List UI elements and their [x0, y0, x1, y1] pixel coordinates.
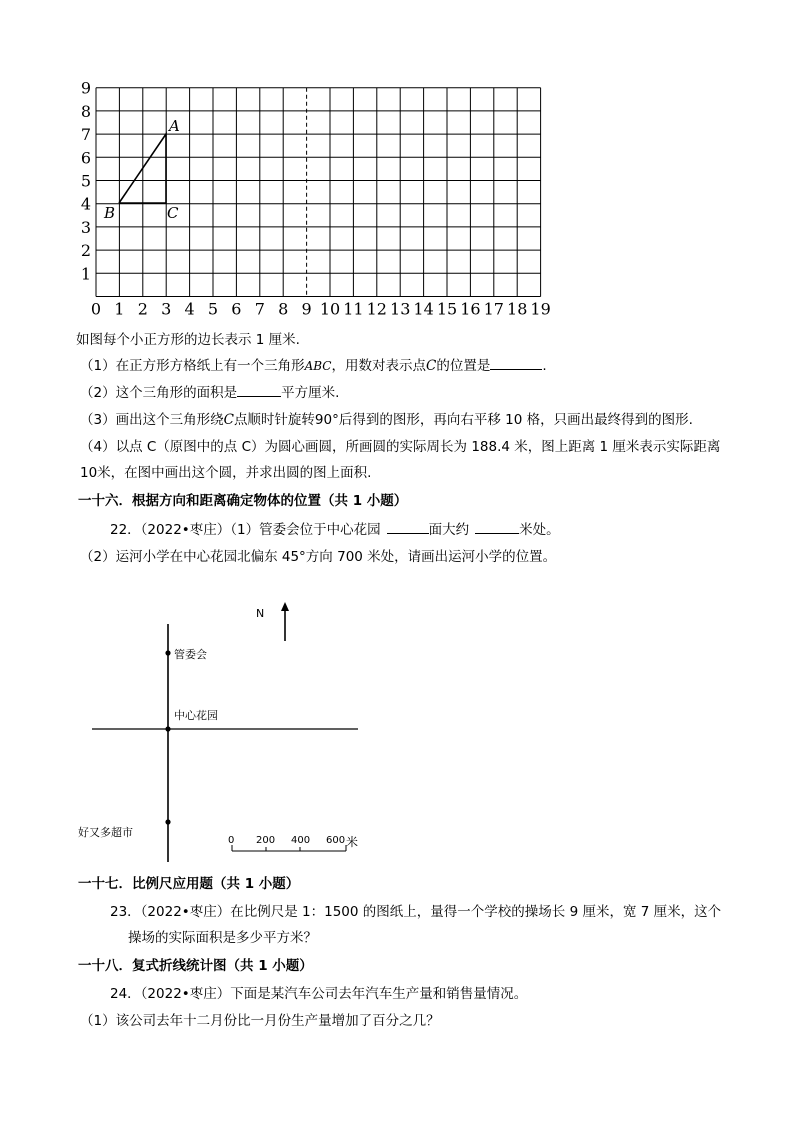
point-a-label: A	[169, 117, 180, 135]
center-garden-label: 中心花园	[174, 709, 218, 722]
market-label: 好又多超市	[78, 826, 133, 839]
scale-label-600: 600	[326, 835, 346, 846]
section-17-heading: 一十七．比例尺应用题（共 1 小题）	[78, 876, 300, 892]
x-axis-label: 19	[530, 299, 551, 319]
x-axis-label: 12	[366, 299, 387, 319]
y-axis-label: 6	[80, 148, 91, 168]
section-18-heading: 一十八．复式折线统计图（共 1 小题）	[78, 958, 313, 974]
y-axis-label: 2	[80, 241, 91, 261]
q24-line2: （1）该公司去年十二月份比一月份生产量增加了百分之几？	[80, 1013, 440, 1029]
scale-label-200: 200	[256, 835, 276, 846]
y-axis-label: 1	[80, 264, 91, 284]
y-axis-label: 3	[80, 217, 91, 237]
scale-label-0: 0	[228, 835, 235, 846]
answer-blank[interactable]	[475, 533, 519, 534]
x-axis-label: 10	[319, 299, 341, 319]
q22-line1: 22．（2022•枣庄）（1）管委会位于中心花园 面大约 米处。	[110, 522, 560, 538]
x-axis-label: 15	[436, 299, 458, 319]
point-c-label: C	[167, 204, 179, 222]
x-axis-label: 2	[137, 299, 148, 319]
market-point	[165, 819, 170, 824]
x-axis-label: 7	[254, 299, 265, 319]
scale-label-400: 400	[291, 835, 311, 846]
answer-blank[interactable]	[490, 369, 542, 370]
q23-line2: 操场的实际面积是多少平方米？	[128, 930, 317, 946]
y-axis-label: 4	[80, 194, 91, 214]
guanweihui-point	[165, 650, 170, 655]
point-b-label: B	[104, 204, 116, 222]
scale-unit: 米	[346, 835, 359, 849]
q21-part2: （2）这个三角形的面积是 平方厘米.	[80, 385, 340, 401]
q22-line2: （2）运河小学在中心花园北偏东 45°方向 700 米处，请画出运河小学的位置。	[80, 549, 557, 565]
guanweihui-label: 管委会	[174, 648, 207, 661]
x-axis-label: 18	[507, 299, 528, 319]
y-axis-label: 7	[80, 125, 91, 145]
y-axis-label: 5	[80, 171, 91, 191]
x-axis-label: 14	[413, 299, 434, 319]
x-axis-label: 0	[90, 299, 102, 319]
north-arrow-head	[281, 602, 289, 611]
x-axis-label: 5	[207, 299, 219, 319]
coordinate-grid	[0, 0, 794, 330]
y-axis-label: 9	[80, 78, 91, 98]
q24-line1: 24．（2022•枣庄）下面是某汽车公司去年汽车生产量和销售量情况。	[110, 986, 528, 1002]
section-16-heading: 一十六．根据方向和距离确定物体的位置（共 1 小题）	[78, 493, 408, 509]
answer-blank[interactable]	[237, 396, 281, 397]
north-label: N	[256, 607, 265, 620]
x-axis-label: 13	[390, 299, 411, 319]
q21-part3: （3）画出这个三角形绕C点顺时针旋转90°后得到的图形，再向右平移 10 格，只画出最终得到的图形.	[80, 412, 693, 428]
q23-line1: 23．（2022•枣庄）在比例尺是 1：1500 的图纸上，量得一个学校的操场长 9 厘米，宽 7 厘米，这个	[110, 904, 722, 920]
x-axis-label: 17	[483, 299, 504, 319]
q21-part4-line1: （4）以点 C（原图中的点 C）为圆心画圆，所画圆的实际周长为 188.4 米，图上距离 1 厘米表示实际距离	[80, 439, 721, 455]
x-axis-label: 11	[343, 299, 364, 319]
x-axis-label: 3	[161, 299, 172, 319]
q21-part1: （1）在正方形方格纸上有一个三角形ABC，用数对表示点C的位置是 .	[80, 358, 547, 374]
x-axis-label: 6	[231, 299, 242, 319]
x-axis-label: 1	[114, 299, 125, 319]
q21-part4-line2: 10米，在图中画出这个圆，并求出圆的图上面积.	[80, 465, 372, 481]
x-axis-label: 16	[460, 299, 481, 319]
y-axis-label: 8	[80, 101, 91, 121]
x-axis-label: 4	[184, 299, 195, 319]
center-garden-point	[165, 726, 170, 731]
q21-intro: 如图每个小正方形的边长表示 1 厘米.	[76, 332, 300, 348]
answer-blank[interactable]	[387, 533, 429, 534]
x-axis-label: 9	[301, 299, 312, 319]
x-axis-label: 8	[278, 299, 289, 319]
